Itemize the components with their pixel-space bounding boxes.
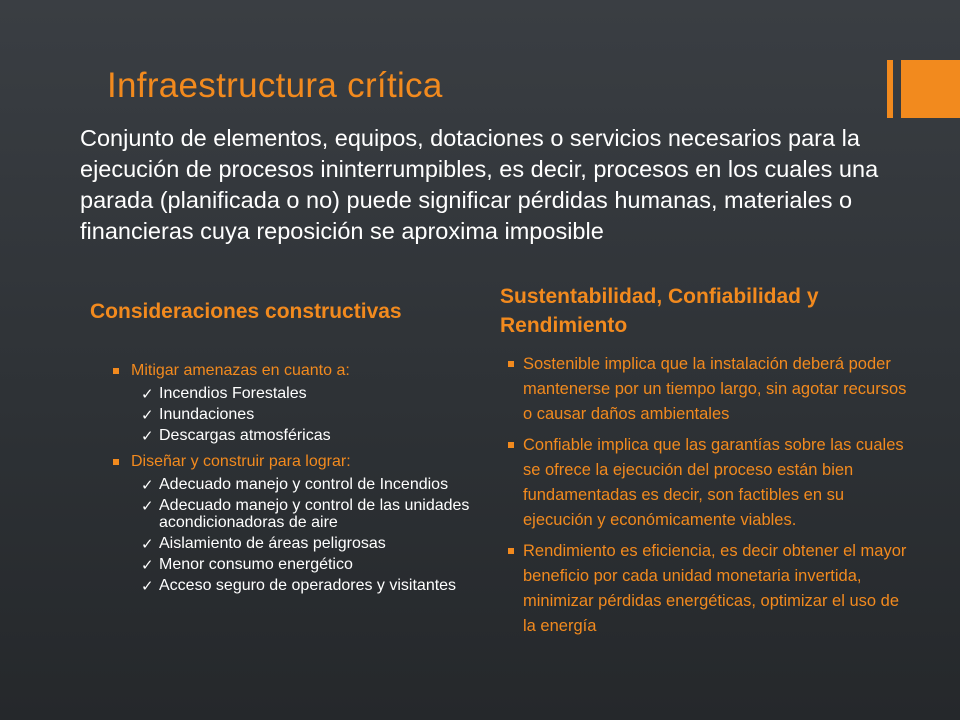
check-mark-icon: ✓ xyxy=(141,497,154,515)
left-column-heading: Consideraciones constructivas xyxy=(90,300,402,323)
right-column-heading: Sustentabilidad, Confiabilidad y Rendimiento xyxy=(500,285,819,337)
left-group-disenar xyxy=(113,450,473,594)
check-mark-icon: ✓ xyxy=(141,577,154,595)
list-item xyxy=(141,406,473,423)
square-bullet-icon xyxy=(508,442,514,448)
list-item xyxy=(141,577,473,594)
right-item-text: Sostenible implica que la instalación deberá poder mantenerse por un tiempo largo, sin agotar recursos o causar daños ambientales xyxy=(523,355,907,423)
list-item-text: Descargas atmosféricas xyxy=(159,427,331,444)
right-item-rendimiento xyxy=(508,539,908,639)
intro-paragraph: Conjunto de elementos, equipos, dotaciones o servicios necesarios para la ejecución de procesos ininterrumpibles, es decir, procesos en los cuales una parada (planificada o no) puede significar pérdidas humanas, materiales o financieras cuya reposición se aproxima imposible xyxy=(80,125,879,244)
group-label: Mitigar amenazas en cuanto a: xyxy=(131,362,350,379)
group-label: Diseñar y construir para lograr: xyxy=(131,453,351,470)
list-item xyxy=(141,385,473,402)
square-bullet-icon xyxy=(508,361,514,367)
list-item xyxy=(141,497,473,531)
check-mark-icon: ✓ xyxy=(141,556,154,574)
left-bullet-list xyxy=(113,359,473,600)
accent-bar-thick xyxy=(901,60,960,118)
square-bullet-icon xyxy=(113,459,119,465)
list-item xyxy=(141,427,473,444)
check-mark-icon: ✓ xyxy=(141,427,154,445)
slide-title: Infraestructura crítica xyxy=(107,66,443,105)
list-item-text: Adecuado manejo y control de Incendios xyxy=(159,476,449,493)
right-item-text: Confiable implica que las garantías sobre las cuales se ofrece la ejecución del proceso están bien fundamentadas es decir, son factibles en su ejecución y económicamente viables. xyxy=(523,436,904,529)
list-item xyxy=(141,556,473,573)
check-mark-icon: ✓ xyxy=(141,385,154,403)
right-item-confiable xyxy=(508,433,908,533)
check-list xyxy=(113,476,473,594)
list-item xyxy=(141,535,473,552)
square-bullet-icon xyxy=(508,548,514,554)
check-mark-icon: ✓ xyxy=(141,535,154,553)
right-item-text: Rendimiento es eficiencia, es decir obtener el mayor beneficio por cada unidad monetaria invertida, minimizar pérdidas energéticas, optimizar el uso de la energía xyxy=(523,542,907,635)
accent-bar-thin xyxy=(887,60,893,118)
right-bullet-list xyxy=(508,352,908,645)
check-mark-icon: ✓ xyxy=(141,406,154,424)
list-item-text: Incendios Forestales xyxy=(159,385,307,402)
list-item-text: Acceso seguro de operadores y visitantes xyxy=(159,577,457,594)
list-item xyxy=(141,476,473,493)
check-list xyxy=(113,385,473,444)
list-item-text: Aislamiento de áreas peligrosas xyxy=(159,535,386,552)
list-item-text: Menor consumo energético xyxy=(159,556,353,573)
check-mark-icon: ✓ xyxy=(141,476,154,494)
right-item-sostenible xyxy=(508,352,908,427)
square-bullet-icon xyxy=(113,368,119,374)
left-group-mitigar xyxy=(113,359,473,444)
list-item-text: Inundaciones xyxy=(159,406,255,423)
list-item-text: Adecuado manejo y control de las unidades acondicionadoras de aire xyxy=(159,497,470,531)
